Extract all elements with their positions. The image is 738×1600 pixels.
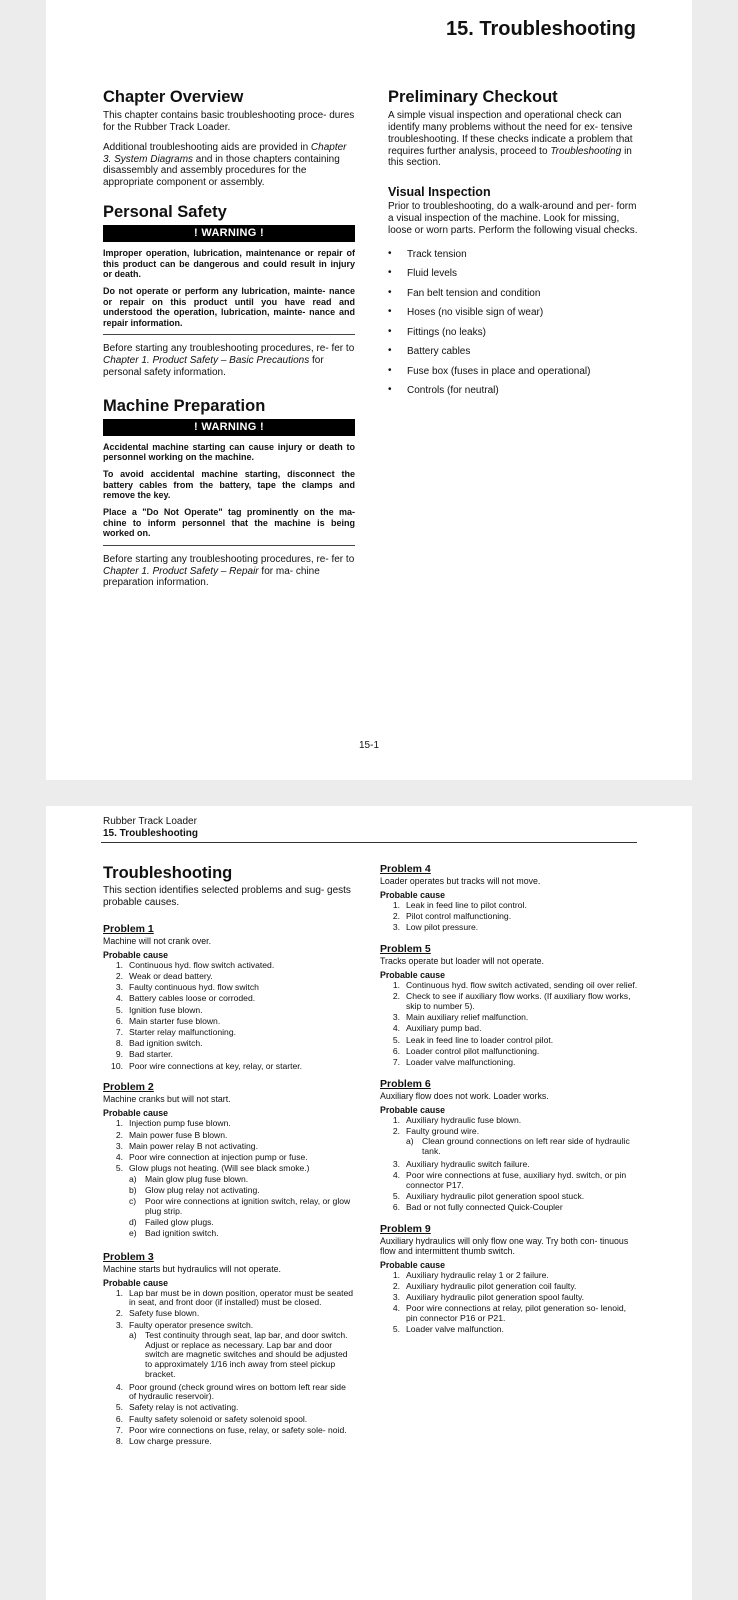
cause-text: Continuous hyd. flow switch activated, sending oil over relief. <box>406 980 638 991</box>
cause-item <box>103 1309 355 1319</box>
cause-item <box>380 1160 638 1170</box>
problem-block <box>380 863 638 933</box>
cause-item <box>380 901 638 911</box>
cause-text-wrap <box>129 1321 355 1381</box>
chapter-overview-heading: Chapter Overview <box>103 88 244 106</box>
cause-item <box>103 983 355 993</box>
troubleshooting-intro: This section identifies selected problems and sug- gests probable causes. <box>103 885 351 908</box>
sub-cause-text: Main glow plug fuse blown. <box>145 1173 249 1184</box>
cause-item <box>103 1383 355 1402</box>
sub-cause-text: Clean ground connections on left rear side of hydraulic tank. <box>422 1136 630 1157</box>
cause-text-wrap <box>129 1153 355 1163</box>
cause-list <box>103 961 355 1072</box>
problem-description: Machine cranks but will not start. <box>103 1094 231 1105</box>
overview-paragraph-1: This chapter contains basic troubleshooting proce- dures for the Rubber Track Loader. <box>103 110 355 133</box>
sub-cause-item <box>129 1186 355 1196</box>
cause-text-wrap <box>129 1062 355 1072</box>
cause-item <box>103 1006 355 1016</box>
cause-text: Loader control pilot malfunctioning. <box>406 1045 540 1056</box>
visual-check-item: • Fluid levels <box>388 268 638 279</box>
cause-text-wrap <box>406 1293 638 1303</box>
cause-number: 10. <box>111 1060 123 1071</box>
probable-cause-label: Probable cause <box>380 1104 446 1115</box>
cause-text-wrap <box>129 1050 355 1060</box>
cause-text: Injection pump fuse blown. <box>129 1118 231 1129</box>
cause-number: 4. <box>392 1023 400 1034</box>
cause-number: 2. <box>115 970 123 981</box>
cause-number: 5. <box>392 1034 400 1045</box>
cause-text-wrap <box>129 983 355 993</box>
cause-list <box>103 1289 355 1447</box>
cause-list <box>103 1119 355 1240</box>
cause-item <box>103 1017 355 1027</box>
cause-text: Auxiliary hydraulic fuse blown. <box>406 1114 522 1125</box>
cause-text: Starter relay malfunctioning. <box>129 1027 236 1038</box>
cause-text-wrap <box>129 1039 355 1049</box>
divider <box>103 545 355 546</box>
cause-item <box>380 1203 638 1213</box>
cause-number: 2. <box>392 1281 400 1292</box>
cause-text: Main power fuse B blown. <box>129 1129 228 1140</box>
cause-item <box>103 1426 355 1436</box>
cause-text-wrap <box>406 1203 638 1213</box>
warning-text: To avoid accidental machine starting, disconnect the battery cables from the battery, tape the clamps and remove the key. <box>103 469 355 501</box>
header-book-title: Rubber Track Loader <box>103 816 197 827</box>
cause-text: Battery cables loose or corroded. <box>129 993 256 1004</box>
cause-number: 4. <box>115 993 123 1004</box>
cause-number: 6. <box>115 1413 123 1424</box>
visual-inspection-heading: Visual Inspection <box>388 185 491 200</box>
visual-checks-list <box>388 249 638 397</box>
cause-number: 6. <box>115 1015 123 1026</box>
sub-cause-letter: a) <box>406 1136 414 1147</box>
cause-number: 1. <box>115 1287 123 1298</box>
cause-number: 3. <box>392 1012 400 1023</box>
chapter-title: 15. Troubleshooting <box>445 18 636 40</box>
document-page-2 <box>46 806 692 1600</box>
cause-number: 3. <box>115 1140 123 1151</box>
cause-list <box>380 1271 638 1335</box>
cause-text: Faulty continuous hyd. flow switch <box>129 982 259 993</box>
cause-text-wrap <box>406 1271 638 1281</box>
sub-cause-item <box>129 1197 355 1216</box>
probable-cause-label: Probable cause <box>103 1108 169 1119</box>
cause-text: Main power relay B not activating. <box>129 1140 258 1151</box>
problem-title: Problem 6 <box>380 1077 431 1090</box>
sub-cause-letter: d) <box>129 1217 137 1228</box>
cause-item <box>103 1050 355 1060</box>
cause-number: 5. <box>392 1324 400 1335</box>
cause-text-wrap <box>406 992 638 1011</box>
cause-number: 7. <box>392 1057 400 1067</box>
cause-text: Faulty ground wire. <box>406 1125 480 1136</box>
cause-number: 4. <box>392 1170 400 1181</box>
cause-number: 8. <box>115 1436 123 1447</box>
cause-item <box>380 1047 638 1057</box>
cause-item <box>380 992 638 1011</box>
cause-number: 4. <box>115 1381 123 1392</box>
cause-text-wrap <box>406 1047 638 1057</box>
cause-text: Main starter fuse blown. <box>129 1015 221 1026</box>
probable-cause-label: Probable cause <box>103 1277 169 1288</box>
cause-number: 1. <box>115 959 123 970</box>
page-number: 15-1 <box>358 740 379 751</box>
cause-text: Loader valve malfunctioning. <box>406 1057 516 1067</box>
cause-text-wrap <box>129 1437 355 1447</box>
cause-text-wrap <box>406 1304 638 1323</box>
problem-description: Machine will not crank over. <box>103 935 212 946</box>
cause-text: Safety fuse blown. <box>129 1308 200 1319</box>
cause-number: 5. <box>115 1004 123 1015</box>
cause-text: Weak or dead battery. <box>129 970 213 981</box>
warning-banner: ! WARNING ! <box>103 419 355 436</box>
sub-cause-list <box>129 1331 355 1379</box>
cause-number: 2. <box>392 991 400 1002</box>
cause-text: Check to see if auxiliary flow works. (If auxiliary flow works, skip to number 5). <box>406 991 631 1011</box>
cause-text-wrap <box>129 1383 355 1402</box>
cause-item <box>380 1024 638 1034</box>
cause-number: 6. <box>392 1045 400 1056</box>
cause-text: Poor wire connection at injection pump or fuse. <box>129 1151 308 1162</box>
cause-number: 1. <box>115 1118 123 1129</box>
cause-text: Poor ground (check ground wires on bottom left rear side of hydraulic reservoir). <box>129 1381 346 1402</box>
problem-description: Loader operates but tracks will not move. <box>380 876 541 886</box>
cause-text-wrap <box>129 1131 355 1141</box>
sub-cause-text: Failed glow plugs. <box>145 1217 214 1228</box>
cause-number: 8. <box>115 1038 123 1049</box>
sub-cause-text: Test continuity through seat, lap bar, and door switch. Adjust or replace as necessary. Lap bar and door switch are magnetic switches and should be adjusted to approximately 1/16 inch away from steel pickup bracket. <box>145 1330 348 1379</box>
problem-title: Problem 5 <box>380 943 431 956</box>
problem-title: Problem 3 <box>103 1250 154 1263</box>
cause-list <box>380 901 638 933</box>
cause-item <box>380 1293 638 1303</box>
cause-text: Lap bar must be in down position, operator must be seated in seat, and front door (if installed) must be closed. <box>129 1287 354 1308</box>
problem-title: Problem 2 <box>103 1081 154 1094</box>
cause-item <box>380 1058 638 1068</box>
visual-check-item: • Fittings (no leaks) <box>388 327 638 338</box>
cause-item <box>103 994 355 1004</box>
running-header <box>103 816 198 840</box>
cause-item <box>380 1013 638 1023</box>
cause-text: Faulty operator presence switch. <box>129 1319 254 1330</box>
sub-cause-letter: e) <box>129 1228 137 1239</box>
cause-item <box>103 1437 355 1447</box>
cause-list <box>380 1116 638 1213</box>
visual-inspection-paragraph: Prior to troubleshooting, do a walk-around and per- form a visual inspection of the machine. Look for missing, loose or worn parts. Perform the following visual checks. <box>388 201 638 236</box>
right-column <box>380 863 638 1345</box>
cause-text-wrap <box>129 994 355 1004</box>
cause-text: Main auxiliary relief malfunction. <box>406 1012 529 1023</box>
cause-number: 3. <box>392 1158 400 1169</box>
cause-item <box>380 1171 638 1190</box>
divider <box>103 334 355 335</box>
cause-text-wrap <box>129 1309 355 1319</box>
problem-block <box>103 923 355 1072</box>
cause-number: 2. <box>115 1308 123 1319</box>
sub-cause-item <box>129 1175 355 1185</box>
troubleshooting-heading: Troubleshooting <box>103 864 233 882</box>
warning-text: Accidental machine starting can cause injury or death to personnel working on the machine. <box>103 441 355 463</box>
cause-text-wrap <box>406 1116 638 1126</box>
problem-description: Machine starts but hydraulics will not operate. <box>103 1263 281 1274</box>
cause-item <box>103 1142 355 1152</box>
cause-text: Pilot control malfunctioning. <box>406 911 512 922</box>
cause-text: Bad starter. <box>129 1049 173 1060</box>
cause-text-wrap <box>406 1036 638 1046</box>
cause-text: Auxiliary hydraulic pilot generation spool faulty. <box>406 1292 585 1303</box>
problem-title: Problem 1 <box>103 922 154 935</box>
sub-cause-text: Bad ignition switch. <box>145 1228 219 1239</box>
cause-text: Bad or not fully connected Quick-Coupler <box>406 1202 563 1213</box>
cause-text-wrap <box>129 1028 355 1038</box>
cause-text: Auxiliary hydraulic pilot generation coil faulty. <box>406 1281 577 1292</box>
cause-item <box>380 1271 638 1281</box>
cause-item <box>103 1415 355 1425</box>
cause-list <box>380 981 638 1068</box>
machine-prep-note: Before starting any troubleshooting procedures, re- fer to Chapter 1. Product Safety – Repair for ma- chine preparation information. <box>103 553 355 589</box>
cause-text-wrap <box>129 1017 355 1027</box>
cause-item <box>103 1039 355 1049</box>
cause-text-wrap <box>129 1142 355 1152</box>
cause-text-wrap <box>406 981 638 991</box>
overview-paragraph-2: Additional troubleshooting aids are provided in Chapter 3. System Diagrams and in those chapters containing disassembly and assembly procedures for the appropriate component or assembly. <box>103 141 347 189</box>
probable-cause-label: Probable cause <box>103 949 169 960</box>
problem-description: Tracks operate but loader will not operate. <box>380 956 544 967</box>
problem-block <box>380 943 638 1068</box>
cause-item <box>380 1304 638 1323</box>
cause-item <box>103 1403 355 1413</box>
problem-block <box>380 1223 638 1335</box>
cause-number: 5. <box>115 1402 123 1413</box>
cause-number: 5. <box>392 1190 400 1201</box>
cause-number: 1. <box>392 1114 400 1125</box>
sub-cause-item <box>406 1137 638 1156</box>
cause-text-wrap <box>406 901 638 911</box>
cause-item <box>380 912 638 922</box>
cause-item <box>103 1028 355 1038</box>
cause-item <box>103 1062 355 1072</box>
visual-check-item: • Track tension <box>388 249 638 260</box>
cause-text: Leak in feed line to loader control pilot. <box>406 1034 554 1045</box>
cause-number: 6. <box>392 1202 400 1213</box>
left-column <box>103 864 355 1457</box>
cause-item <box>103 1119 355 1129</box>
cause-text: Ignition fuse blown. <box>129 1004 203 1015</box>
cause-text-wrap <box>406 1013 638 1023</box>
problem-title: Problem 4 <box>380 863 431 875</box>
cause-text: Auxiliary hydraulic relay 1 or 2 failure. <box>406 1269 549 1280</box>
cause-text: Auxiliary hydraulic switch failure. <box>406 1158 530 1169</box>
cause-number: 2. <box>115 1129 123 1140</box>
cause-number: 4. <box>115 1151 123 1162</box>
cause-number: 4. <box>392 1303 400 1314</box>
cause-item <box>380 1127 638 1158</box>
problem-block <box>103 1251 355 1447</box>
warning-text: Improper operation, lubrication, maintenance or repair of this product can be dangerous and could result in injury or death. <box>103 248 355 280</box>
cause-text: Bad ignition switch. <box>129 1038 203 1049</box>
sub-cause-letter: b) <box>129 1185 137 1196</box>
cause-text-wrap <box>406 1127 638 1158</box>
cause-number: 1. <box>392 1269 400 1280</box>
preliminary-checkout-heading: Preliminary Checkout <box>388 88 558 106</box>
cause-text-wrap <box>129 1164 355 1240</box>
cause-text: Leak in feed line to pilot control. <box>406 900 527 910</box>
sub-cause-item <box>129 1331 355 1379</box>
probable-cause-label: Probable cause <box>380 1259 446 1270</box>
header-chapter-title: 15. Troubleshooting <box>103 828 199 839</box>
probable-cause-label: Probable cause <box>380 890 446 900</box>
cause-text-wrap <box>406 1192 638 1202</box>
visual-check-item: • Fan belt tension and condition <box>388 288 638 299</box>
cause-text-wrap <box>406 1058 638 1068</box>
sub-cause-item <box>129 1229 355 1239</box>
cause-text-wrap <box>129 1119 355 1129</box>
problem-block <box>380 1078 638 1213</box>
sub-cause-letter: a) <box>129 1173 137 1184</box>
cause-text: Continuous hyd. flow switch activated. <box>129 959 275 970</box>
cause-item <box>380 923 638 933</box>
warning-text: Do not operate or perform any lubrication, mainte- nance or repair on this product until you have read and understood the operation, lubrication, mainte- nance and repair information. <box>103 285 355 328</box>
cause-number: 5. <box>115 1163 123 1174</box>
cause-text: Loader valve malfunction. <box>406 1324 504 1335</box>
cause-item <box>103 1321 355 1381</box>
cause-text-wrap <box>129 1403 355 1413</box>
personal-safety-note: Before starting any troubleshooting procedures, re- fer to Chapter 1. Product Safety – Basic Precautions for personal safety information. <box>103 343 355 378</box>
cause-number: 3. <box>392 922 400 933</box>
cause-item <box>380 1036 638 1046</box>
cause-text: Safety relay is not activating. <box>129 1402 239 1413</box>
probable-cause-label: Probable cause <box>380 970 446 981</box>
cause-text-wrap <box>406 912 638 922</box>
left-column <box>103 88 355 597</box>
sub-cause-letter: a) <box>129 1330 137 1341</box>
visual-check-item: • Hoses (no visible sign of wear) <box>388 307 638 318</box>
cause-text: Auxiliary pump bad. <box>406 1023 482 1034</box>
cause-item <box>103 1164 355 1240</box>
cause-text: Poor wire connections at key, relay, or starter. <box>129 1060 303 1071</box>
cause-text-wrap <box>406 1282 638 1292</box>
problem-description: Auxiliary hydraulics will only flow one way. Try both con- tinuous flow and intermittent thumb switch. <box>380 1235 629 1256</box>
cause-text: Auxiliary hydraulic pilot generation spool stuck. <box>406 1190 585 1201</box>
cause-text: Poor wire connections at relay, pilot generation so- lenoid, pin connector P16 or P21. <box>406 1303 627 1324</box>
cause-text-wrap <box>129 1006 355 1016</box>
problem-block <box>103 1081 355 1240</box>
cause-item <box>103 961 355 971</box>
visual-check-item: • Fuse box (fuses in place and operational) <box>388 366 638 377</box>
cause-text-wrap <box>406 1024 638 1034</box>
problem-description: Auxiliary flow does not work. Loader works. <box>380 1090 549 1101</box>
preliminary-paragraph: A simple visual inspection and operational check can identify many problems without the need for ex- tensive troubleshooting. If these checks indicate a problem that requires further analysis, proceed to Troubleshooting in this section. <box>388 110 633 169</box>
cause-text: Poor wire connections at fuse, auxiliary hyd. switch, or pin connector P17. <box>406 1170 627 1190</box>
cause-text-wrap <box>129 972 355 982</box>
cause-item <box>103 1153 355 1163</box>
header-rule <box>101 842 637 843</box>
cause-text-wrap <box>129 1289 355 1308</box>
cause-text-wrap <box>406 923 638 933</box>
cause-item <box>103 972 355 982</box>
cause-text: Faulty safety solenoid or safety solenoid spool. <box>129 1413 308 1424</box>
cause-number: 1. <box>392 900 400 910</box>
cause-number: 2. <box>392 911 400 922</box>
sub-cause-list <box>129 1175 355 1239</box>
right-column <box>388 88 638 405</box>
cause-item <box>380 1192 638 1202</box>
cause-number: 1. <box>392 980 400 991</box>
cause-number: 3. <box>115 1319 123 1330</box>
cause-text-wrap <box>129 1415 355 1425</box>
machine-preparation-heading: Machine Preparation <box>103 396 266 415</box>
personal-safety-heading: Personal Safety <box>103 202 227 221</box>
cause-text: Glow plugs not heating. (Will see black smoke.) <box>129 1163 310 1174</box>
cause-text: Low pilot pressure. <box>406 922 479 933</box>
cause-text-wrap <box>129 1426 355 1436</box>
sub-cause-letter: c) <box>129 1196 137 1207</box>
cause-number: 3. <box>392 1292 400 1303</box>
cause-text: Low charge pressure. <box>129 1436 212 1447</box>
cause-text-wrap <box>406 1160 638 1170</box>
sub-cause-list <box>406 1137 638 1156</box>
cause-number: 7. <box>115 1027 123 1038</box>
cause-text-wrap <box>129 961 355 971</box>
cause-number: 9. <box>115 1049 123 1060</box>
cause-text-wrap <box>406 1171 638 1190</box>
visual-check-item: • Controls (for neutral) <box>388 385 638 396</box>
sub-cause-text: Glow plug relay not activating. <box>145 1185 260 1196</box>
cause-item <box>103 1289 355 1308</box>
cause-item <box>380 1325 638 1335</box>
visual-check-item: • Battery cables <box>388 346 638 357</box>
cause-number: 7. <box>115 1424 123 1435</box>
cause-number: 3. <box>115 982 123 993</box>
cause-number: 2. <box>392 1125 400 1136</box>
warning-text: Place a "Do Not Operate" tag prominently on the ma- chine to inform personnel that the machine is being worked on. <box>103 506 355 539</box>
sub-cause-text: Poor wire connections at ignition switch, relay, or glow plug strip. <box>145 1196 351 1216</box>
problem-title: Problem 9 <box>380 1222 431 1235</box>
cause-item <box>380 1282 638 1292</box>
document-page-1 <box>46 0 692 780</box>
sub-cause-item <box>129 1218 355 1228</box>
cause-item <box>380 1116 638 1126</box>
cause-text: Poor wire connections on fuse, relay, or safety sole- noid. <box>129 1424 347 1435</box>
warning-banner: ! WARNING ! <box>103 225 355 242</box>
cause-item <box>380 981 638 991</box>
cause-item <box>103 1131 355 1141</box>
cause-text-wrap <box>406 1325 638 1335</box>
